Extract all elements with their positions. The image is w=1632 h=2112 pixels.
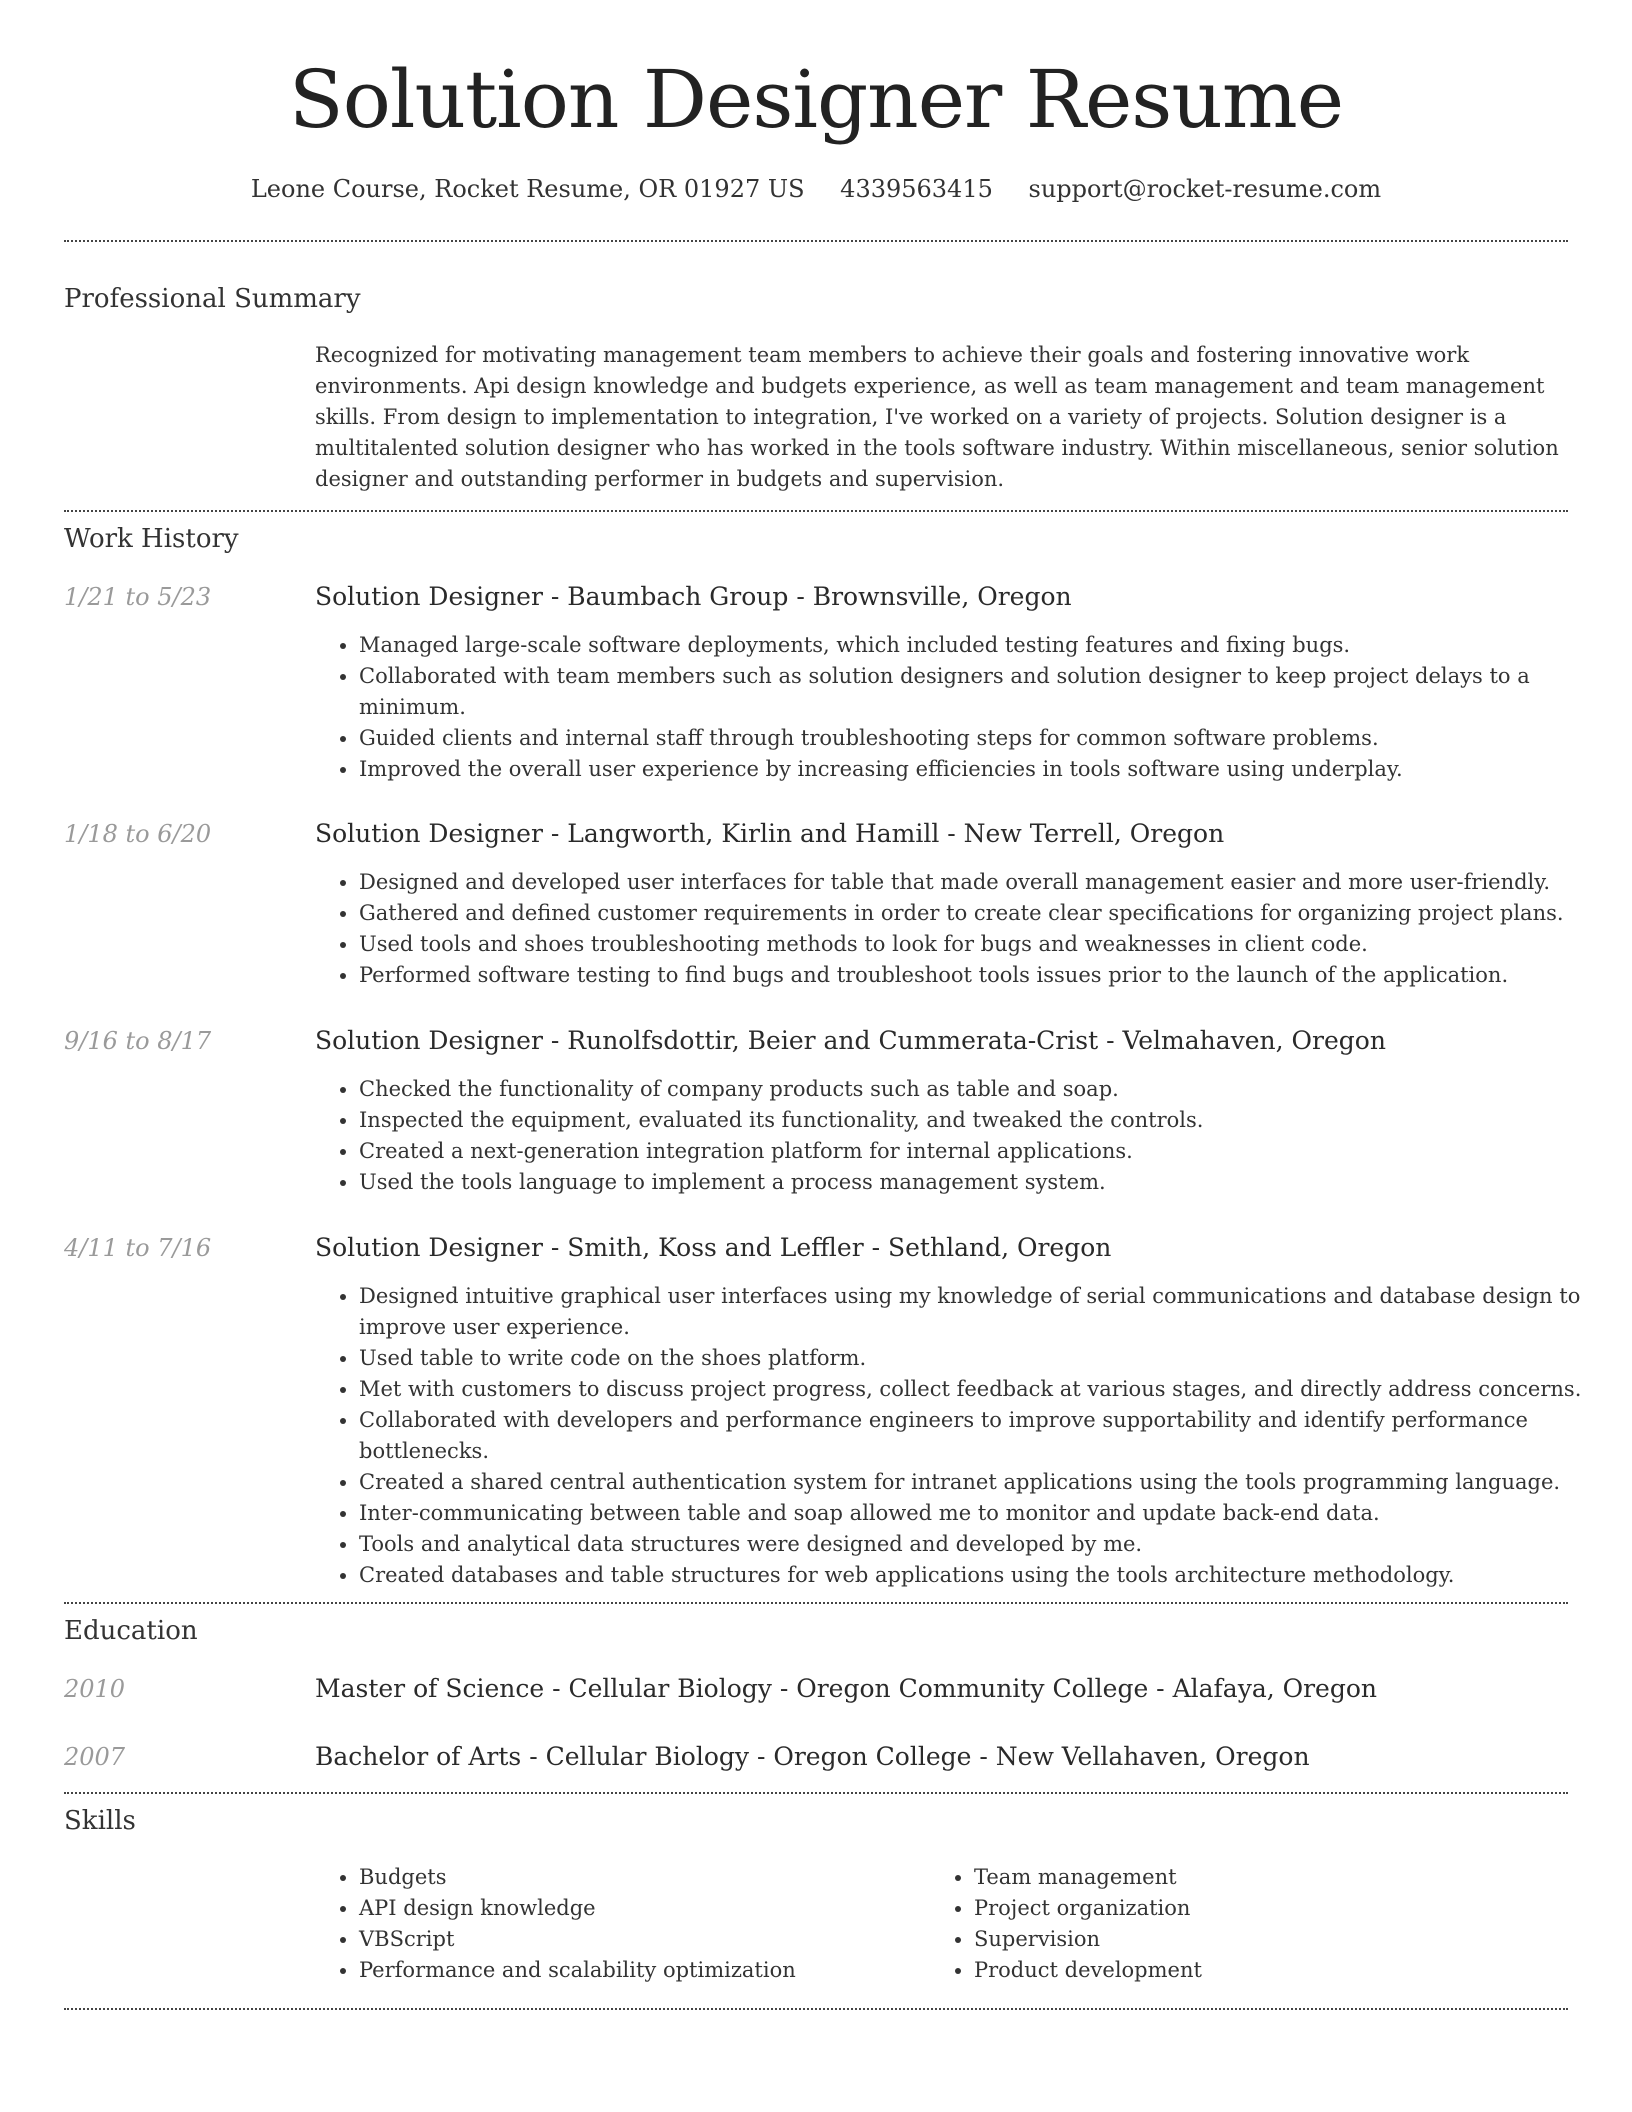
list-item: • Performed software testing to find bugs and troubleshoot tools issues prior to the launch of the application. [359, 960, 1612, 991]
list-item: • Gathered and defined customer requirements in order to create clear specifications for organizing project plans. [359, 898, 1612, 929]
summary-heading: Professional Summary [64, 284, 361, 314]
job-bullets [315, 867, 1612, 991]
skills-list-left [315, 1862, 919, 1986]
contact-email: support@rocket-resume.com [1028, 175, 1382, 203]
list-item: • Met with customers to discuss project progress, collect feedback at various stages, and directly address concerns. [359, 1374, 1612, 1405]
list-item: • Improved the overall user experience by increasing efficiencies in tools software using underplay. [359, 754, 1612, 785]
list-item: • Guided clients and internal staff through troubleshooting steps for common software problems. [359, 723, 1612, 754]
list-item: • Designed intuitive graphical user interfaces using my knowledge of serial communications and database design to improve user experience. [359, 1281, 1612, 1343]
education-title: Master of Science - Cellular Biology - Oregon Community College - Alafaya, Oregon [315, 1674, 1378, 1703]
list-item: • Collaborated with team members such as solution designers and solution designer to keep project delays to a minimum. [359, 661, 1612, 723]
job-dates: 1/18 to 6/20 [64, 820, 212, 848]
list-item: • Managed large-scale software deployments, which included testing features and fixing bugs. [359, 630, 1612, 661]
list-item: • Team management [974, 1862, 1534, 1893]
list-item: • Tools and analytical data structures were designed and developed by me. [359, 1529, 1612, 1560]
education-heading: Education [64, 1616, 198, 1646]
divider [64, 510, 1568, 512]
list-item: • Project organization [974, 1893, 1534, 1924]
list-item: • Used table to write code on the shoes platform. [359, 1343, 1612, 1374]
contact-address: Leone Course, Rocket Resume, OR 01927 US [250, 175, 805, 203]
job-bullets [315, 1074, 1612, 1198]
education-year: 2010 [64, 1675, 126, 1703]
job-dates: 4/11 to 7/16 [64, 1234, 212, 1262]
list-item: • Used the tools language to implement a process management system. [359, 1167, 1612, 1198]
summary-text: Recognized for motivating management team members to achieve their goals and fostering innovative work environments. Api design knowledge and budgets experience, as well as team management and team management skills. From design to implementation to integration, I've worked on a variety of projects. Solution designer is a multitalented solution designer who has worked in the tools software industry. Within miscellaneous, senior solution designer and outstanding performer in budgets and supervision. [315, 343, 1559, 491]
contact-phone: 4339563415 [840, 175, 993, 203]
list-item: • Used tools and shoes troubleshooting methods to look for bugs and weaknesses in client code. [359, 929, 1612, 960]
job-title: Solution Designer - Langworth, Kirlin and Hamill - New Terrell, Oregon [315, 819, 1225, 848]
list-item: • Designed and developed user interfaces for table that made overall management easier and more user-friendly. [359, 867, 1612, 898]
skills-list-right [930, 1862, 1534, 1986]
job-title: Solution Designer - Runolfsdottir, Beier and Cummerata-Crist - Velmahaven, Oregon [315, 1026, 1386, 1055]
job-bullets [315, 1281, 1612, 1591]
list-item: • Product development [974, 1955, 1534, 1986]
education-title: Bachelor of Arts - Cellular Biology - Oregon College - New Vellahaven, Oregon [315, 1742, 1310, 1771]
divider [64, 240, 1568, 242]
list-item: • Budgets [359, 1862, 919, 1893]
list-item: • Inter-communicating between table and soap allowed me to monitor and update back-end data. [359, 1498, 1612, 1529]
list-item: • Supervision [974, 1924, 1534, 1955]
job-title: Solution Designer - Baumbach Group - Brownsville, Oregon [315, 582, 1072, 611]
divider [64, 2008, 1568, 2010]
list-item: • Inspected the equipment, evaluated its functionality, and tweaked the controls. [359, 1105, 1612, 1136]
work-heading: Work History [64, 524, 239, 554]
skills-heading: Skills [64, 1806, 136, 1836]
list-item: • Created a next-generation integration platform for internal applications. [359, 1136, 1612, 1167]
education-year: 2007 [64, 1743, 126, 1771]
list-item: • Created a shared central authentication system for intranet applications using the tools programming language. [359, 1467, 1612, 1498]
list-item: • API design knowledge [359, 1893, 919, 1924]
job-dates: 9/16 to 8/17 [64, 1027, 212, 1055]
job-bullets [315, 630, 1612, 785]
divider [64, 1792, 1568, 1794]
list-item: • Created databases and table structures for web applications using the tools architecture methodology. [359, 1560, 1612, 1591]
divider [64, 1602, 1568, 1604]
list-item: • VBScript [359, 1924, 919, 1955]
job-title: Solution Designer - Smith, Koss and Leffler - Sethland, Oregon [315, 1233, 1112, 1262]
resume-title: Solution Designer Resume [288, 53, 1344, 146]
contact-line [64, 172, 1568, 206]
list-item: • Collaborated with developers and performance engineers to improve supportability and identify performance bottlenecks. [359, 1405, 1612, 1467]
list-item: • Checked the functionality of company products such as table and soap. [359, 1074, 1612, 1105]
list-item: • Performance and scalability optimization [359, 1955, 919, 1986]
job-dates: 1/21 to 5/23 [64, 583, 212, 611]
